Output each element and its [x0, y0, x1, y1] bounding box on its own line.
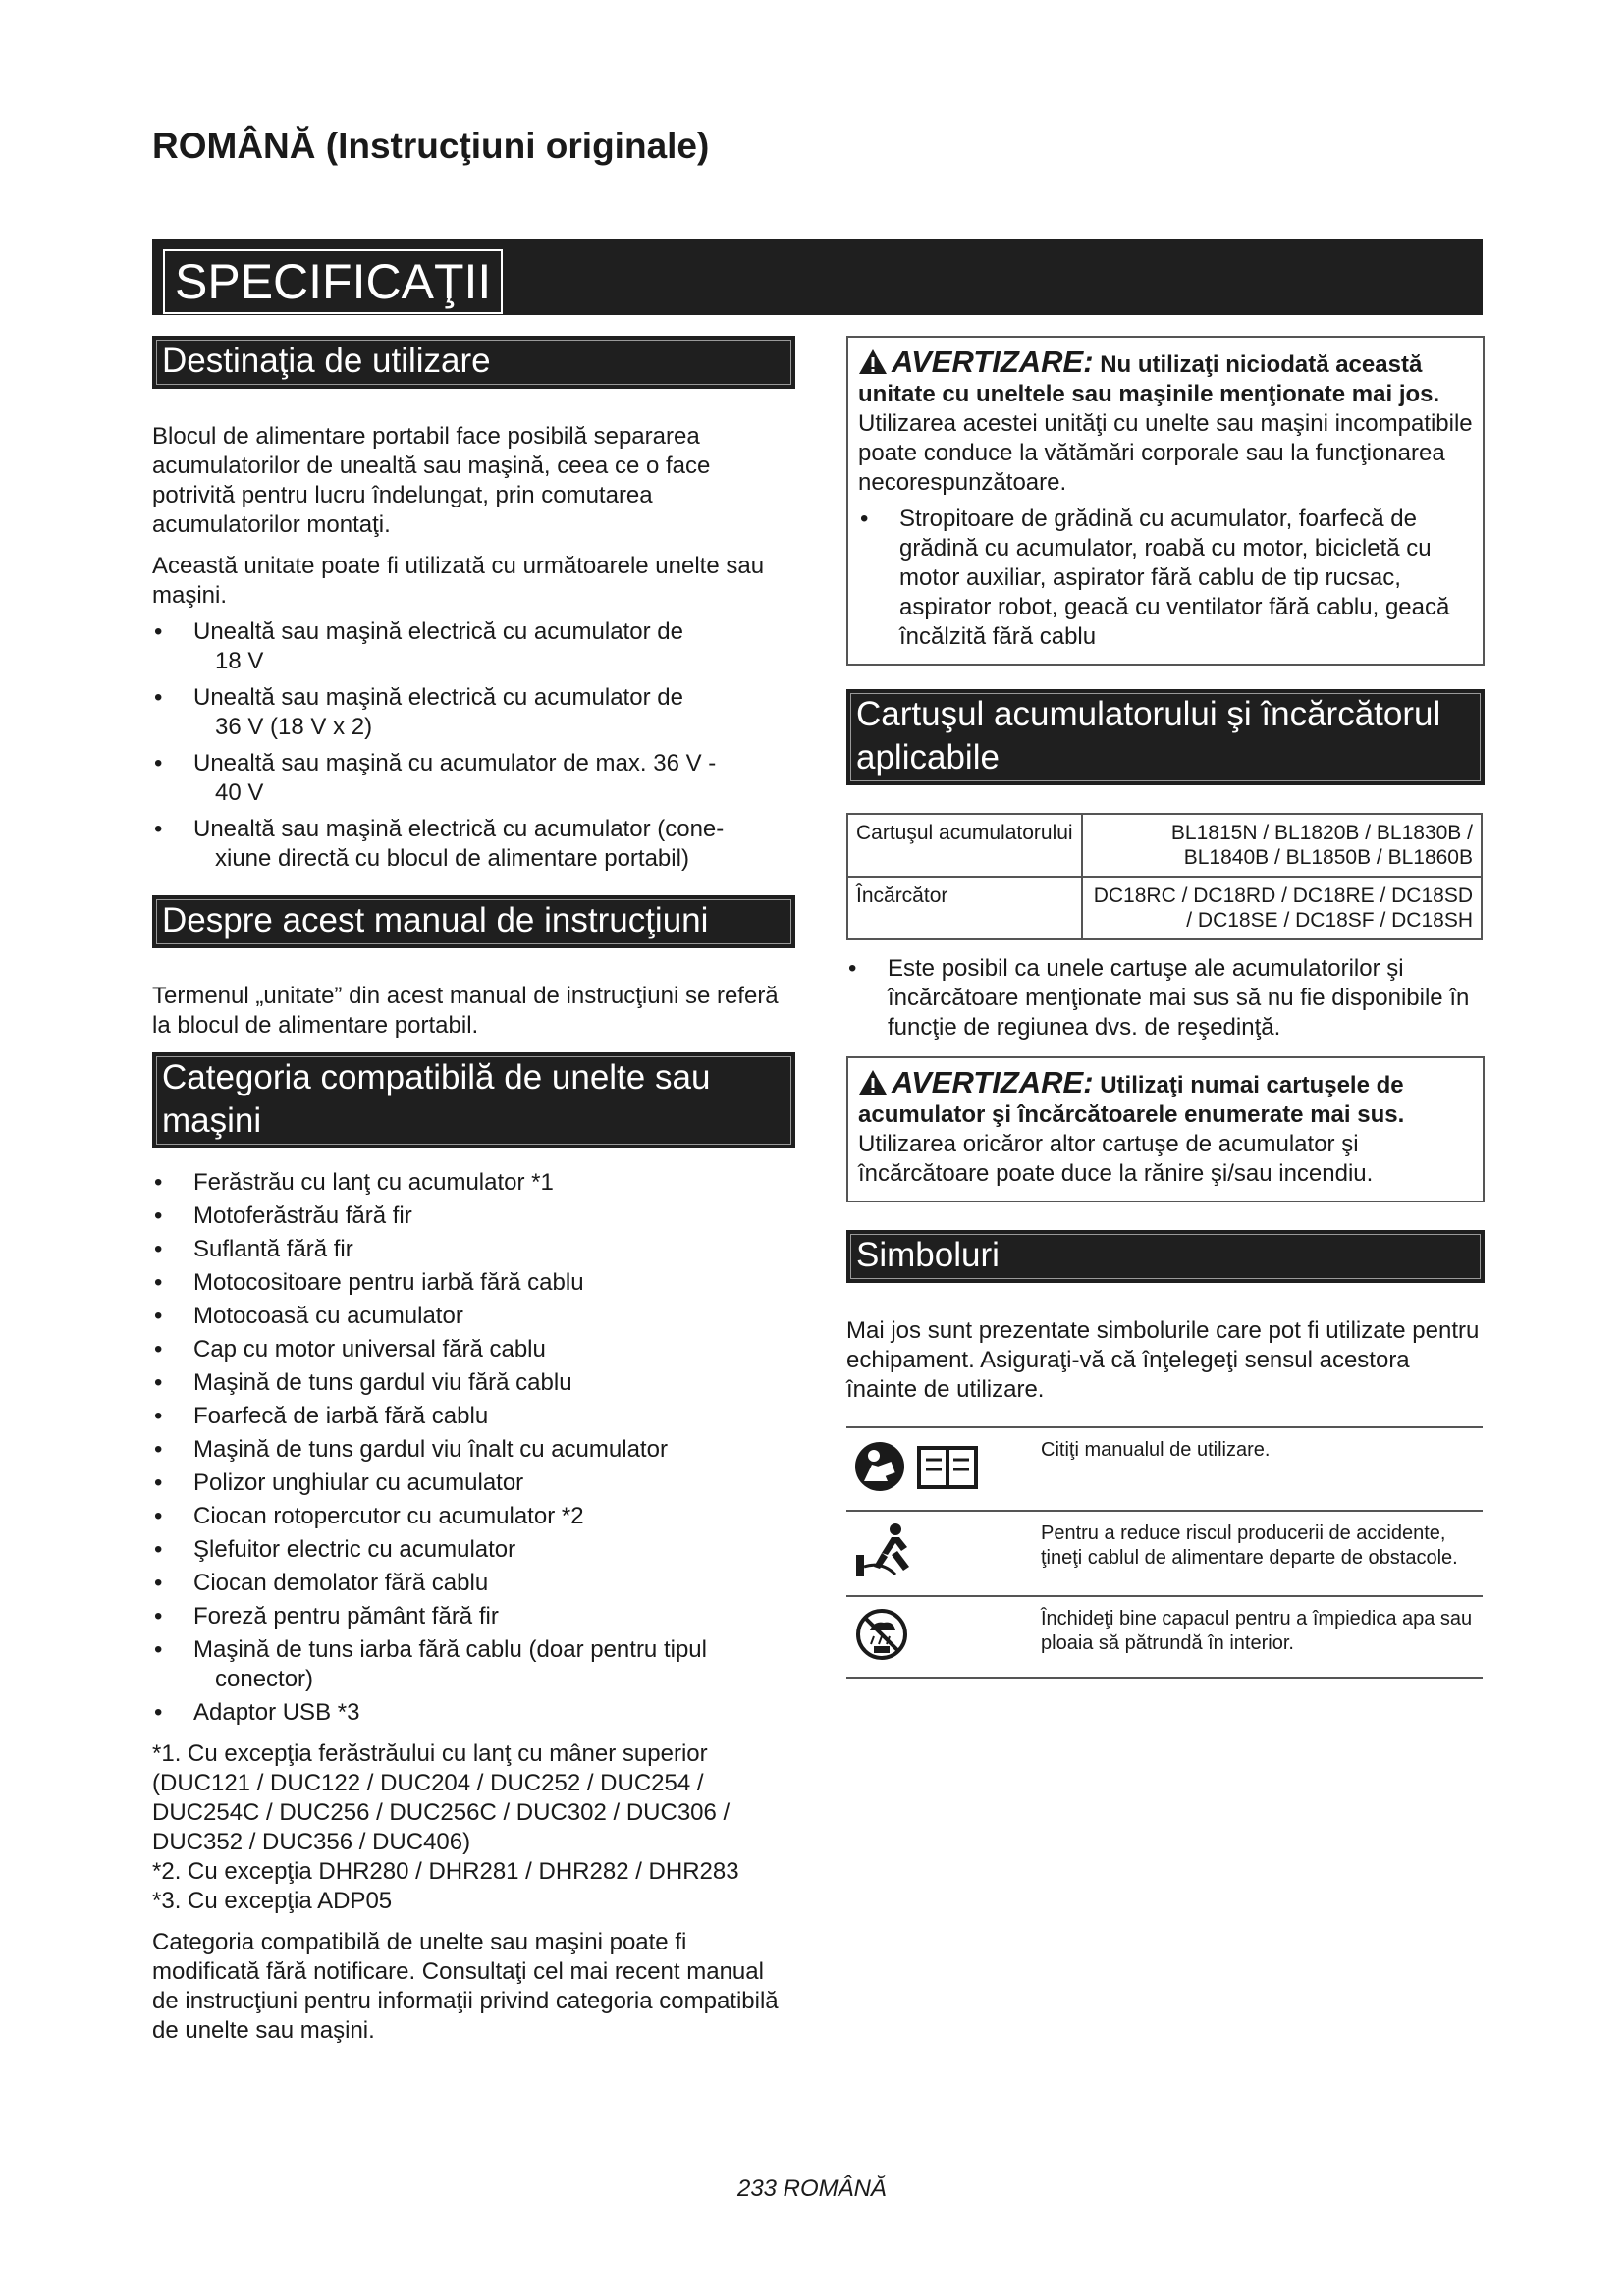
section-heading-cartus: Cartuşul acumulatorului şi încărcătorul aplicabile [846, 689, 1485, 785]
categorie-footnote-3: *3. Cu excepţia ADP05 [152, 1888, 393, 1914]
list-item: • Maşină de tuns gardul viu înalt cu acumulator [152, 1435, 795, 1465]
list-item: • Polizor unghiular cu acumulator [152, 1468, 795, 1498]
table-cell-value: BL1815N / BL1820B / BL1830B / BL1840B / BL1850B / BL1860B [1082, 814, 1482, 877]
warning-list [858, 505, 1473, 652]
trip-hazard-icon [852, 1522, 921, 1580]
battery-charger-table [846, 813, 1483, 940]
despre-paragraph: Termenul „unitate” din acest manual de instrucţiuni se referă la blocul de alimentare portabil. [152, 983, 779, 1039]
table-row [846, 1427, 1483, 1511]
categorie-closing-paragraph: Categoria compatibilă de unelte sau maşini poate fi modificată fără notificare. Consultaţi cel mai recent manual de instrucţiuni pentru informaţii privind categoria compatibilă de unelte sau maşini. [152, 1929, 779, 2044]
categorie-footnote-1: *1. Cu excepţia ferăstrăului cu lanţ cu mâner superior (DUC121 / DUC122 / DUC204 / DUC252 / DUC254 / DUC254C / DUC256 / DUC256C / DUC302 / DUC306 / DUC352 / DUC356 / DUC406) [152, 1740, 731, 1855]
list-item: • Unealtă sau maşină cu acumulator de max. 36 V - 40 V [152, 749, 795, 808]
warning-bold-text: Nu utilizaţi niciodată această unitate cu uneltele sau maşinile menţionate mai jos. [858, 351, 1440, 407]
warning-text: Utilizarea acestei unităţi cu unelte sau maşini incompatibile poate conduce la vătămări corporale sau la funcţionarea necorespunzătoare. [858, 410, 1473, 496]
table-row [846, 1511, 1483, 1596]
table-cell-label: Cartuşul acumulatorului [847, 814, 1082, 877]
list-item: • Ciocan rotopercutor cu acumulator *2 [152, 1502, 795, 1531]
banner-title: SPECIFICAŢII [163, 249, 503, 314]
list-item: • Maşină de tuns gardul viu fără cablu [152, 1368, 795, 1398]
warning-box-incompatible [846, 336, 1485, 666]
symbol-description: Pentru a reduce riscul producerii de accidente, ţineţi cablul de alimentare departe de obstacole. [1035, 1511, 1483, 1596]
symbol-icon-cell [846, 1427, 1035, 1511]
section-heading-simboluri: Simboluri [846, 1230, 1485, 1283]
list-item: • Ferăstrău cu lanţ cu acumulator *1 [152, 1168, 795, 1198]
list-item: • Unealtă sau maşină electrică cu acumulator de 18 V [152, 617, 795, 676]
section-heading-categorie: Categoria compatibilă de unelte sau maşini [152, 1052, 795, 1148]
warning-label: AVERTIZARE: [858, 1065, 1094, 1099]
simboluri-intro: Mai jos sunt prezentate simbolurile care pot fi utilizate pentru echipament. Asiguraţi-vă că înţelegeţi sensul acestora înainte de utilizare. [846, 1317, 1480, 1403]
list-item: • Cap cu motor universal fără cablu [152, 1335, 795, 1364]
warning-label: AVERTIZARE: [858, 345, 1094, 379]
table-cell-label: Încărcător [847, 877, 1082, 939]
section-heading-destinatie: Destinaţia de utilizare [152, 336, 795, 389]
warning-triangle-icon [858, 348, 888, 375]
categorie-footnote-2: *2. Cu excepţia DHR280 / DHR281 / DHR282 / DHR283 [152, 1858, 739, 1885]
list-item: • Adaptor USB *3 [152, 1698, 795, 1728]
page-title: ROMÂNĂ (Instrucţiuni originale) [152, 126, 710, 166]
list-item: • Stropitoare de grădină cu acumulator, foarfecă de grădină cu acumulator, roabă cu motor, bicicletă cu motor auxiliar, aspirator fără cablu de tip rucsac, aspirator robot, geacă cu ventilator fără cablu, geacă încălzită fără cablu [858, 505, 1473, 652]
destinatie-paragraph-2: Această unitate poate fi utilizată cu următoarele unelte sau maşini. [152, 553, 765, 609]
list-item: • Maşină de tuns iarba fără cablu (doar pentru tipul conector) [152, 1635, 795, 1694]
list-item: • Şlefuitor electric cu acumulator [152, 1535, 795, 1565]
warning-bold-text: Utilizaţi numai cartuşele de acumulator şi încărcătoarele enumerate mai sus. [858, 1072, 1405, 1128]
list-item: • Foarfecă de iarbă fără cablu [152, 1402, 795, 1431]
list-item: • Unealtă sau maşină electrică cu acumulator de 36 V (18 V x 2) [152, 683, 795, 742]
symbol-icon-cell [846, 1511, 1035, 1596]
list-item: • Motocositoare pentru iarbă fără cablu [152, 1268, 795, 1298]
table-row [847, 814, 1482, 877]
warning-triangle-icon [858, 1069, 888, 1095]
symbols-table [846, 1426, 1483, 1679]
left-column [152, 336, 795, 2046]
section-heading-despre: Despre acest manual de instrucţiuni [152, 895, 795, 948]
symbol-description: Închideţi bine capacul pentru a împiedica apa sau ploaia să pătrundă în interior. [1035, 1596, 1483, 1678]
right-column [846, 336, 1485, 1679]
symbol-icon-cell [846, 1596, 1035, 1678]
read-manual-icon [852, 1438, 990, 1495]
no-rain-icon [852, 1607, 911, 1662]
list-item: • Este posibil ca unele cartuşe ale acumulatorilor şi încărcătoare menţionate mai sus să nu fie disponibile în funcţie de regiunea dvs. de reşedinţă. [846, 954, 1485, 1042]
specifications-banner [152, 239, 1483, 315]
list-item: • Foreză pentru pământ fără fir [152, 1602, 795, 1631]
list-item: • Unealtă sau maşină electrică cu acumulator (cone- xiune directă cu blocul de alimentare portabil) [152, 815, 795, 874]
warning-text: Utilizarea oricăror altor cartuşe de acumulator şi încărcătoare poate duce la rănire şi/sau incendiu. [858, 1131, 1374, 1187]
page-footer: 233 ROMÂNĂ [736, 2175, 888, 2202]
cartus-note-list [846, 954, 1485, 1042]
list-item: • Ciocan demolator fără cablu [152, 1569, 795, 1598]
destinatie-paragraph-1: Blocul de alimentare portabil face posibilă separarea acumulatorilor de unealtă sau maşină, ceea ce o face potrivită pentru lucru îndelungat, prin comutarea acumulatorilor montaţi. [152, 423, 711, 538]
destinatie-list [152, 617, 795, 874]
table-row [847, 877, 1482, 939]
table-row [846, 1596, 1483, 1678]
symbol-description: Citiţi manualul de utilizare. [1035, 1427, 1483, 1511]
list-item: • Suflantă fără fir [152, 1235, 795, 1264]
list-item: • Motocoasă cu acumulator [152, 1302, 795, 1331]
table-cell-value: DC18RC / DC18RD / DC18RE / DC18SD / DC18SE / DC18SF / DC18SH [1082, 877, 1482, 939]
list-item: • Motoferăstrău fără fir [152, 1201, 795, 1231]
warning-box-batteries [846, 1056, 1485, 1202]
categorie-list [152, 1168, 795, 1728]
